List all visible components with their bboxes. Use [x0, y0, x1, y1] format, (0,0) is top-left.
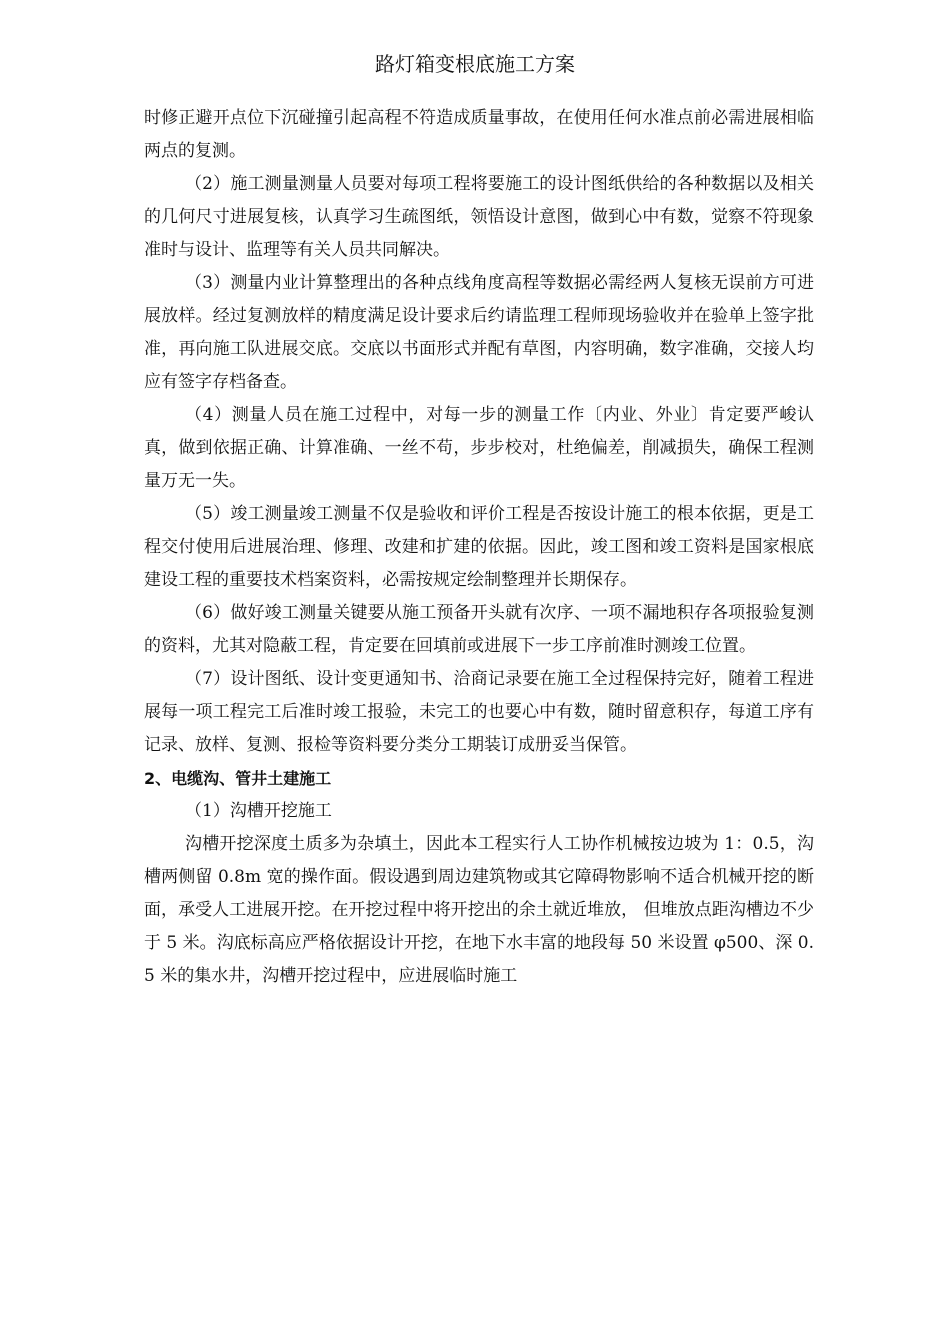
- paragraph-item-2: （2）施工测量测量人员要对每项工程将要施工的设计图纸供给的各种数据以及相关的几何尺寸进展复核，认真学习生疏图纸，领悟设计意图，做到心中有数，觉察不符现象准时与设计、监理等有关人员共同解决。: [144, 174, 814, 260]
- paragraph-continuation: 时修正避开点位下沉碰撞引起高程不符造成质量事故，在使用任何水准点前必需进展相临两点的复测。: [144, 108, 814, 161]
- paragraph-item-4: （4）测量人员在施工过程中，对每一步的测量工作〔内业、外业〕肯定要严峻认真，做到依据正确、计算准确、一丝不苟，步步校对，杜绝偏差，削减损失，确保工程测量万无一失。: [144, 405, 814, 491]
- paragraph-item-6: （6）做好竣工测量关键要从施工预备开头就有次序、一项不漏地积存各项报验复测的资料，尤其对隐蔽工程，肯定要在回填前或进展下一步工序前准时测竣工位置。: [144, 603, 814, 656]
- paragraph-trench-excavation: 沟槽开挖深度土质多为杂填土，因此本工程实行人工协作机械按边坡为 1：0.5，沟槽两侧留 0.8m 宽的操作面。假设遇到周边建筑物或其它障碍物影响不适合机械开挖的断面，承受人工进展开挖。在开挖过程中将开挖出的余土就近堆放， 但堆放点距沟槽边不少于 5 米。沟底标高应严格依据设计开挖，在地下水丰富的地段每 50 米设置 φ500、深 0.5 米的集水井，沟槽开挖过程中，应进展临时施工: [144, 834, 814, 986]
- document-body: [144, 102, 814, 993]
- page-title: 路灯箱变根底施工方案: [375, 52, 575, 76]
- paragraph-item-5: （5）竣工测量竣工测量不仅是验收和评价工程是否按设计施工的根本依据，更是工程交付使用后进展治理、修理、改建和扩建的依据。因此，竣工图和竣工资料是国家根底建设工程的重要技术档案资料，必需按规定绘制整理并长期保存。: [144, 504, 814, 590]
- paragraph-item-3: （3）测量内业计算整理出的各种点线角度高程等数据必需经两人复核无误前方可进展放样。经过复测放样的精度满足设计要求后约请监理工程师现场验收并在验单上签字批准，再向施工队进展交底。交底以书面形式并配有草图，内容明确，数字准确，交接人均应有签字存档备查。: [144, 273, 814, 392]
- section-heading: 2、电缆沟、管井土建施工: [144, 769, 332, 788]
- subheading: （1）沟槽开挖施工: [185, 801, 332, 821]
- paragraph-item-7: （7）设计图纸、设计变更通知书、洽商记录要在施工全过程保持完好，随着工程进展每一项工程完工后准时竣工报验，未完工的也要心中有数，随时留意积存，每道工序有记录、放样、复测、报检等资料要分类分工期装订成册妥当保管。: [144, 669, 814, 755]
